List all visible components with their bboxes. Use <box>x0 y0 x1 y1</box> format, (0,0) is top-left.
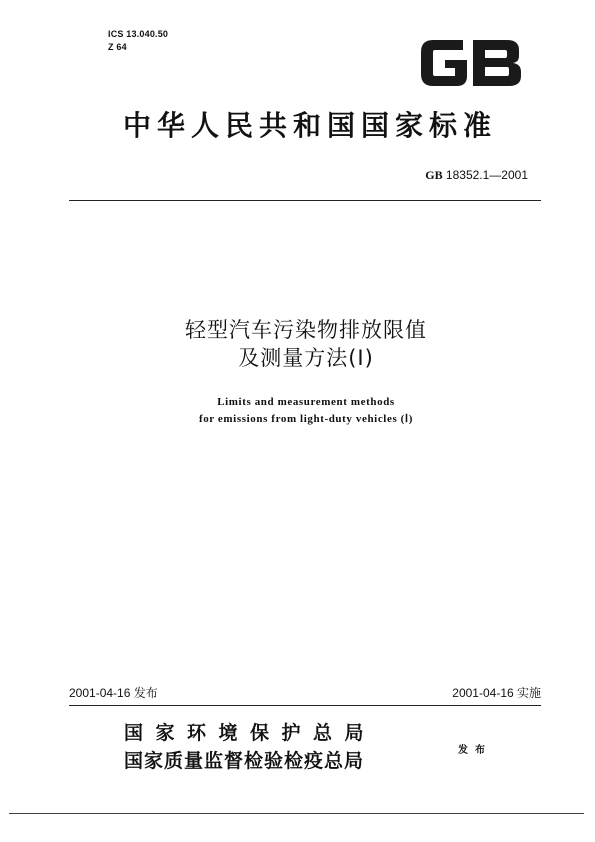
title-cn-line2: 及测量方法(Ⅰ) <box>238 346 374 370</box>
top-divider <box>69 200 541 201</box>
gb-logo <box>413 32 527 94</box>
implement-date: 2001-04-16 实施 <box>452 686 541 700</box>
issue-date: 2001-04-16 发布 <box>69 686 158 700</box>
z-code: Z 64 <box>108 42 127 52</box>
page-bottom-rule <box>9 813 584 814</box>
issuer-line2: 国家质量监督检验检疫总局 <box>124 750 365 772</box>
title-en-line1: Limits and measurement methods <box>217 396 395 408</box>
bottom-divider <box>69 705 541 706</box>
title-cn-line1: 轻型汽车污染物排放限值 <box>185 318 427 342</box>
standard-number <box>425 168 528 183</box>
standard-code: 18352.1—2001 <box>445 168 528 182</box>
issuer-line1: 国家环境保护总局 <box>124 722 377 744</box>
standard-prefix: GB <box>425 168 443 182</box>
issuing-country-standard-title: 中华人民共和国国家标准 <box>122 109 497 142</box>
ics-code: ICS 13.040.50 <box>108 29 169 39</box>
title-en-line2: for emissions from light-duty vehicles (Ⅰ) <box>198 413 414 425</box>
publish-label: 发布 <box>458 745 492 756</box>
